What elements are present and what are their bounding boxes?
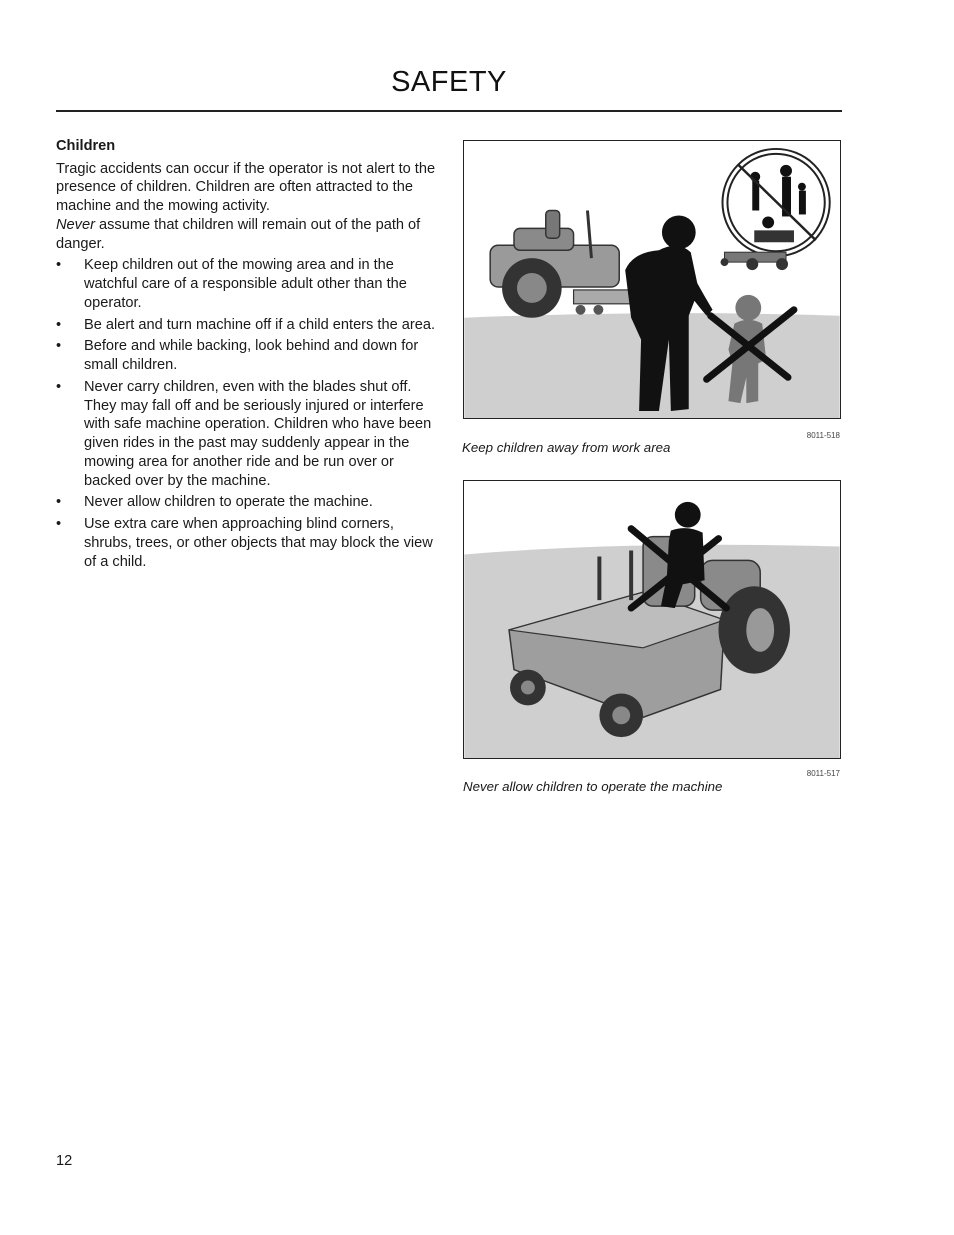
bullet-marker: • — [56, 494, 62, 511]
list-item — [56, 337, 441, 374]
figure-keep-children-away — [463, 140, 841, 419]
illustration-child-on-mower — [464, 481, 840, 758]
bullet-marker: • — [56, 316, 62, 333]
page-number: 12 — [56, 1153, 73, 1169]
intro-tail: assume that children will remain out of the path of danger. — [56, 216, 421, 252]
header-divider — [56, 110, 842, 112]
figure-caption: Never allow children to operate the machine — [463, 779, 723, 794]
list-item — [56, 378, 441, 490]
figure-caption: Keep children away from work area — [462, 440, 671, 455]
intro-text: Tragic accidents can occur if the operator is not alert to the presence of children. Children are often attracted to the machine and the mowing activity. — [56, 160, 436, 215]
figure-code: 8011-518 — [806, 431, 840, 440]
list-item — [56, 256, 441, 312]
list-item — [56, 493, 441, 512]
section-heading: Children — [56, 138, 116, 154]
bullet-text: Be alert and turn machine off if a child enters the area. — [84, 316, 435, 333]
bullet-text: Before and while backing, look behind and down for small children. — [84, 338, 419, 374]
bullet-marker: • — [56, 379, 62, 395]
list-item — [56, 515, 441, 571]
intro-emphasis: Never — [56, 216, 95, 233]
no-children-prohibition-icon — [722, 149, 829, 256]
bullet-text: Use extra care when approaching blind corners, shrubs, trees, or other objects that may block the view of a child. — [84, 516, 433, 570]
bullet-text: Never carry children, even with the blades shut off. They may fall off and be seriously injured or interfere with safe machine operation. Children who have been given rides in the past may suddenly appear in the mowing area for another ride and be run over or backed over by the machine. — [84, 379, 432, 489]
bullet-text: Keep children out of the mowing area and in the watchful care of a responsible adult other than the operator. — [84, 257, 407, 311]
bullet-marker: • — [56, 516, 62, 533]
list-item — [56, 316, 441, 335]
page-title: SAFETY — [391, 66, 507, 98]
figure-no-child-operators — [463, 480, 841, 759]
illustration-adult-child-mower — [464, 141, 840, 418]
children-section — [56, 137, 441, 575]
bullet-text: Never allow children to operate the machine. — [84, 494, 373, 511]
intro-paragraph — [56, 160, 441, 254]
bullet-marker: • — [56, 257, 62, 274]
bullet-marker: • — [56, 338, 62, 355]
safety-bullet-list — [56, 256, 441, 571]
figure-code: 8011-517 — [806, 769, 840, 778]
